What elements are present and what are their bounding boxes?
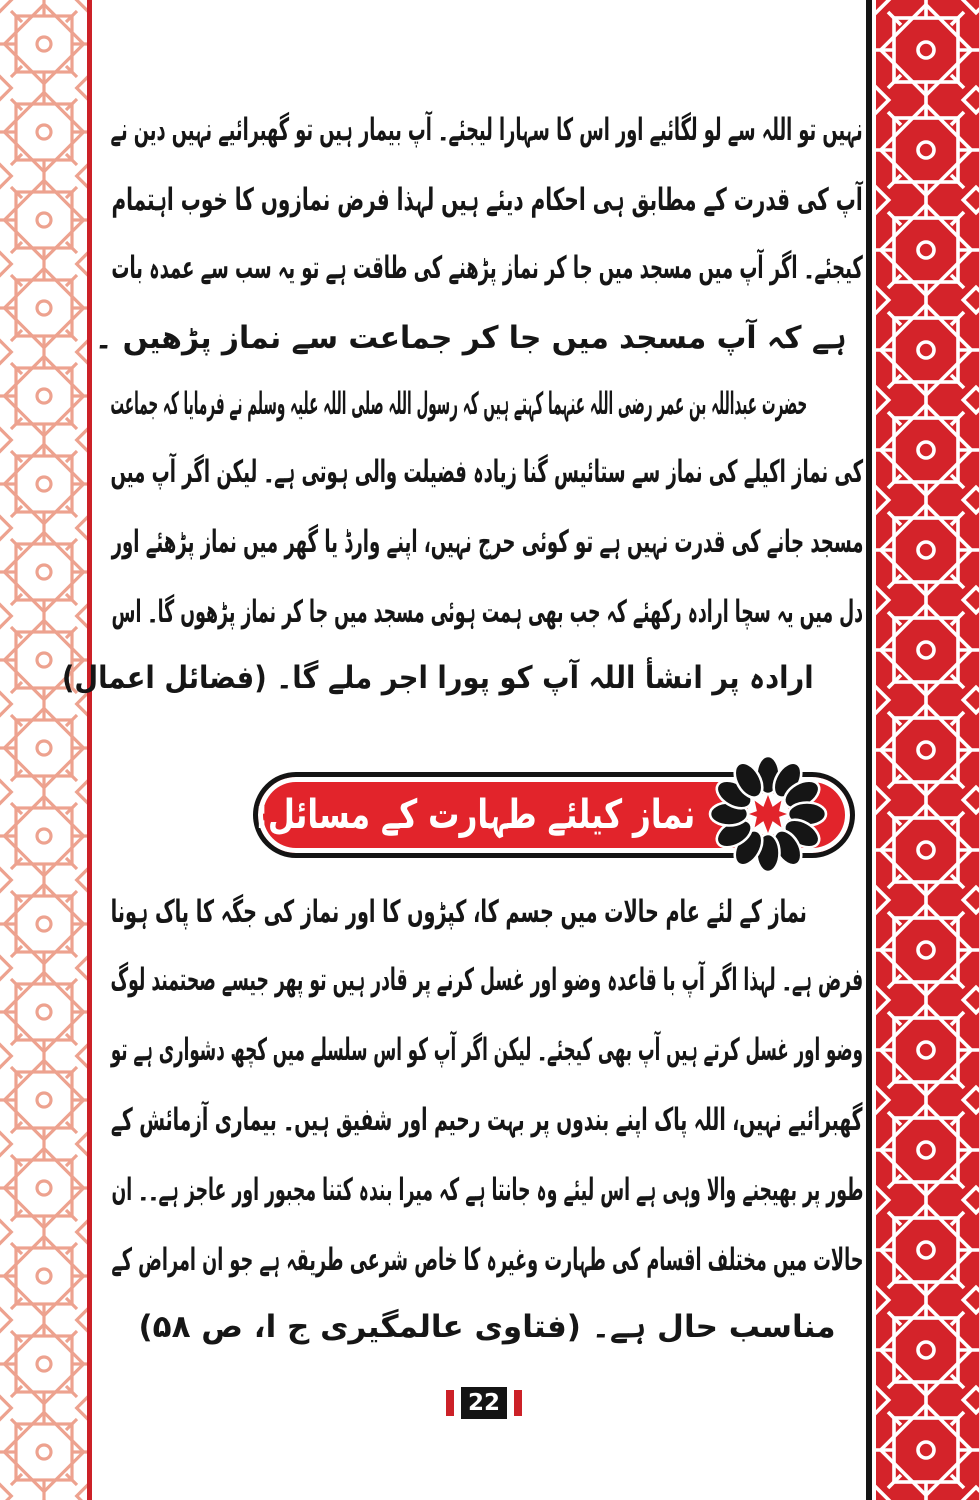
paragraph1-line2: آپ کی قدرت کے مطابق ہی احکام دیئے ہیں لہذا فرض نمازوں کا خوب اہتمام: [111, 182, 863, 218]
right-border-black-rule: [866, 0, 872, 1500]
rosette-ornament-icon: [708, 754, 828, 874]
paragraph3-line6: حالات میں مختلف اقسام کی طہارت وغیرہ کا خاص شرعی طریقہ ہے جو ان امراض کے: [110, 1242, 863, 1278]
paragraph2-line3: مسجد جانے کی قدرت نہیں ہے تو کوئی حرج نہیں، اپنے وارڈ یا گھر میں نماز پڑھئے اور: [111, 524, 863, 560]
paragraph3-line1: نماز کے لئے عام حالات میں جسم کا، کپڑوں کا اور نماز کی جگہ کا پاک ہونا: [110, 894, 807, 930]
paragraph1-line3: کیجئے۔ اگر آپ میں مسجد میں جا کر نماز پڑھنے کی طاقت ہے تو یہ سب سے عمدہ بات: [111, 250, 863, 286]
paragraph1-line4: ہے کہ آپ مسجد میں جا کر جماعت سے نماز پڑھیں ۔: [94, 320, 847, 356]
paragraph2-line5: ارادہ پر انشأ اللہ آپ کو پورا اجر ملے گا۔ (فضائل اعمال): [61, 660, 814, 696]
paragraph2-line4: دل میں یہ سچا ارادہ رکھئے کہ جب بھی ہمت ہوئی مسجد میں جا کر نماز پڑھوں گا۔ اس: [111, 594, 863, 630]
page-number: 22: [461, 1387, 507, 1419]
paragraph3-line3: وضو اور غسل کرتے ہیں آپ بھی کیجئے۔ لیکن اگر آپ کو اس سلسلے میں کچھ دشواری ہے تو: [110, 1032, 863, 1068]
paragraph3-line4: گھبرائیے نہیں، اللہ پاک اپنے بندوں پر بہت رحیم اور شفیق ہیں۔ بیماری آزمائش کے: [111, 1102, 863, 1138]
page-number-right-bar: [514, 1390, 522, 1416]
paragraph2-line1: حضرت عبداللہ بن عمر رضی اللہ عنہما کہتے ہیں کہ رسول اللہ صلی اللہ علیہ وسلم نے فرمایا کہ جماعت: [110, 386, 807, 422]
right-ornamental-border-pattern: [876, 0, 979, 1500]
paragraph3-line5: طور پر بھیجنے والا وہی ہے اس لیئے وہ جانتا ہے کہ میرا بندہ کتنا مجبور اور عاجز ہے۔۔ ان: [111, 1172, 863, 1208]
paragraph1-line1: نہیں تو اللہ سے لو لگائیے اور اس کا سہارا لیجئے۔ آپ بیمار ہیں تو گھبرائیے نہیں دین نے: [110, 112, 863, 148]
page-number-badge: [446, 1387, 522, 1419]
paragraph3-line7: مناسب حال ہے۔ (فتاوی عالمگیری ج ا، ص ۵۸): [138, 1309, 836, 1345]
page-number-left-bar: [446, 1390, 454, 1416]
section-heading: نماز کیلئے طہارت کے مسائل:: [255, 792, 695, 838]
paragraph2-line2: کی نماز اکیلے کی نماز سے ستائیس گنا زیادہ فضیلت والی ہوتی ہے۔ لیکن اگر آپ میں: [110, 454, 863, 490]
paragraph3-line2: فرض ہے۔ لہذا اگر آپ با قاعدہ وضو اور غسل کرنے پر قادر ہیں تو پھر جیسے صحتمند لوگ: [110, 962, 863, 998]
